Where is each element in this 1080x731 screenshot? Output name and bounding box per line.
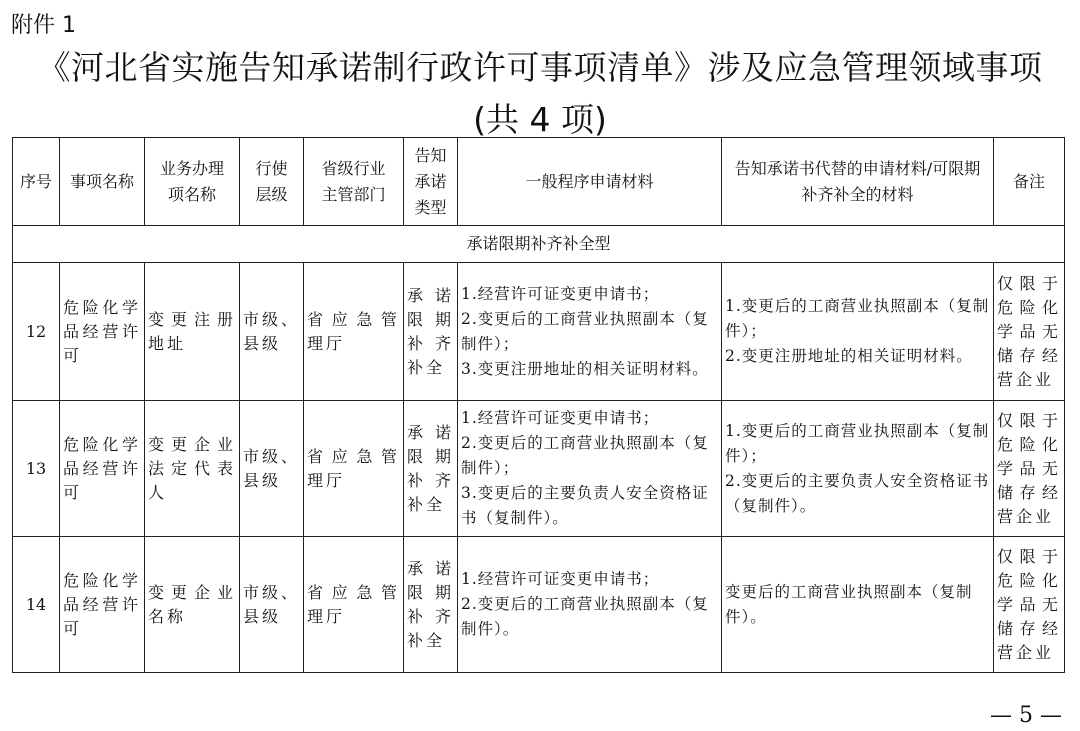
col-header-sub: 业务办理项名称 xyxy=(145,138,240,226)
row-level: 市级、县级 xyxy=(240,537,304,673)
row-sub: 变更企业名称 xyxy=(145,537,240,673)
row-type: 承诺限期补齐补全 xyxy=(404,537,458,673)
col-header-no: 序号 xyxy=(13,138,60,226)
row-dept: 省应急管理厅 xyxy=(304,263,404,401)
material-line: 1.变更后的工商营业执照副本（复制件）； xyxy=(725,297,990,340)
table-row xyxy=(13,537,1065,673)
row-general-materials xyxy=(458,401,722,537)
material-line: 3.变更后的主要负责人安全资格证书（复制件）。 xyxy=(461,484,709,527)
row-type: 承诺限期补齐补全 xyxy=(404,263,458,401)
col-header-promise: 告知承诺书代替的申请材料/可限期补齐补全的材料 xyxy=(722,138,994,226)
permit-items-table xyxy=(12,137,1065,673)
row-type: 承诺限期补齐补全 xyxy=(404,401,458,537)
table-row xyxy=(13,263,1065,401)
attachment-label: 附件 1 xyxy=(11,13,76,38)
row-level: 市级、县级 xyxy=(240,263,304,401)
row-no: 13 xyxy=(13,401,60,537)
row-no: 12 xyxy=(13,263,60,401)
material-line: 变更后的工商营业执照副本（复制件）。 xyxy=(725,582,973,626)
row-sub: 变更注册地址 xyxy=(145,263,240,401)
row-dept: 省应急管理厅 xyxy=(304,401,404,537)
col-header-item: 事项名称 xyxy=(60,138,145,226)
row-general-materials xyxy=(458,537,722,673)
col-header-general: 一般程序申请材料 xyxy=(458,138,722,226)
document-subtitle: (共 4 项) xyxy=(473,100,607,139)
row-level: 市级、县级 xyxy=(240,401,304,537)
page-number: — 5 — xyxy=(990,703,1062,728)
row-item: 危险化学品经营许可 xyxy=(60,401,145,537)
row-item: 危险化学品经营许可 xyxy=(60,537,145,673)
row-note: 仅限于危险化学品无储存经营企业 xyxy=(994,263,1065,401)
material-line: 3.变更注册地址的相关证明材料。 xyxy=(461,359,709,378)
row-sub: 变更企业法定代表人 xyxy=(145,401,240,537)
row-note: 仅限于危险化学品无储存经营企业 xyxy=(994,401,1065,537)
row-promise-materials xyxy=(722,537,994,673)
row-general-materials xyxy=(458,263,722,401)
col-header-dept: 省级行业主管部门 xyxy=(304,138,404,226)
material-line: 2.变更后的工商营业执照副本（复制件）； xyxy=(461,434,709,477)
section-row xyxy=(13,226,1065,263)
col-header-note: 备注 xyxy=(994,138,1065,226)
document-title: 《河北省实施告知承诺制行政许可事项清单》涉及应急管理领域事项 xyxy=(37,48,1043,87)
row-dept: 省应急管理厅 xyxy=(304,537,404,673)
table-header-row xyxy=(13,138,1065,226)
material-line: 1.经营许可证变更申请书； xyxy=(461,570,660,588)
row-note: 仅限于危险化学品无储存经营企业 xyxy=(994,537,1065,673)
material-line: 1.经营许可证变更申请书； xyxy=(461,284,660,303)
material-line: 2.变更后的工商营业执照副本（复制件）。 xyxy=(461,595,709,638)
row-no: 14 xyxy=(13,537,60,673)
col-header-level: 行使层级 xyxy=(240,138,304,226)
row-promise-materials xyxy=(722,401,994,537)
row-item: 危险化学品经营许可 xyxy=(60,263,145,401)
material-line: 2.变更注册地址的相关证明材料。 xyxy=(725,347,973,365)
col-header-type: 告知承诺类型 xyxy=(404,138,458,226)
table-row xyxy=(13,401,1065,537)
material-line: 1.变更后的工商营业执照副本（复制件）； xyxy=(725,421,990,465)
material-line: 2.变更后的工商营业执照副本（复制件）； xyxy=(461,309,709,353)
material-line: 1.经营许可证变更申请书； xyxy=(461,409,660,427)
row-promise-materials xyxy=(722,263,994,401)
material-line: 2.变更后的主要负责人安全资格证书（复制件）。 xyxy=(725,471,990,515)
section-title: 承诺限期补齐补全型 xyxy=(13,226,1065,263)
